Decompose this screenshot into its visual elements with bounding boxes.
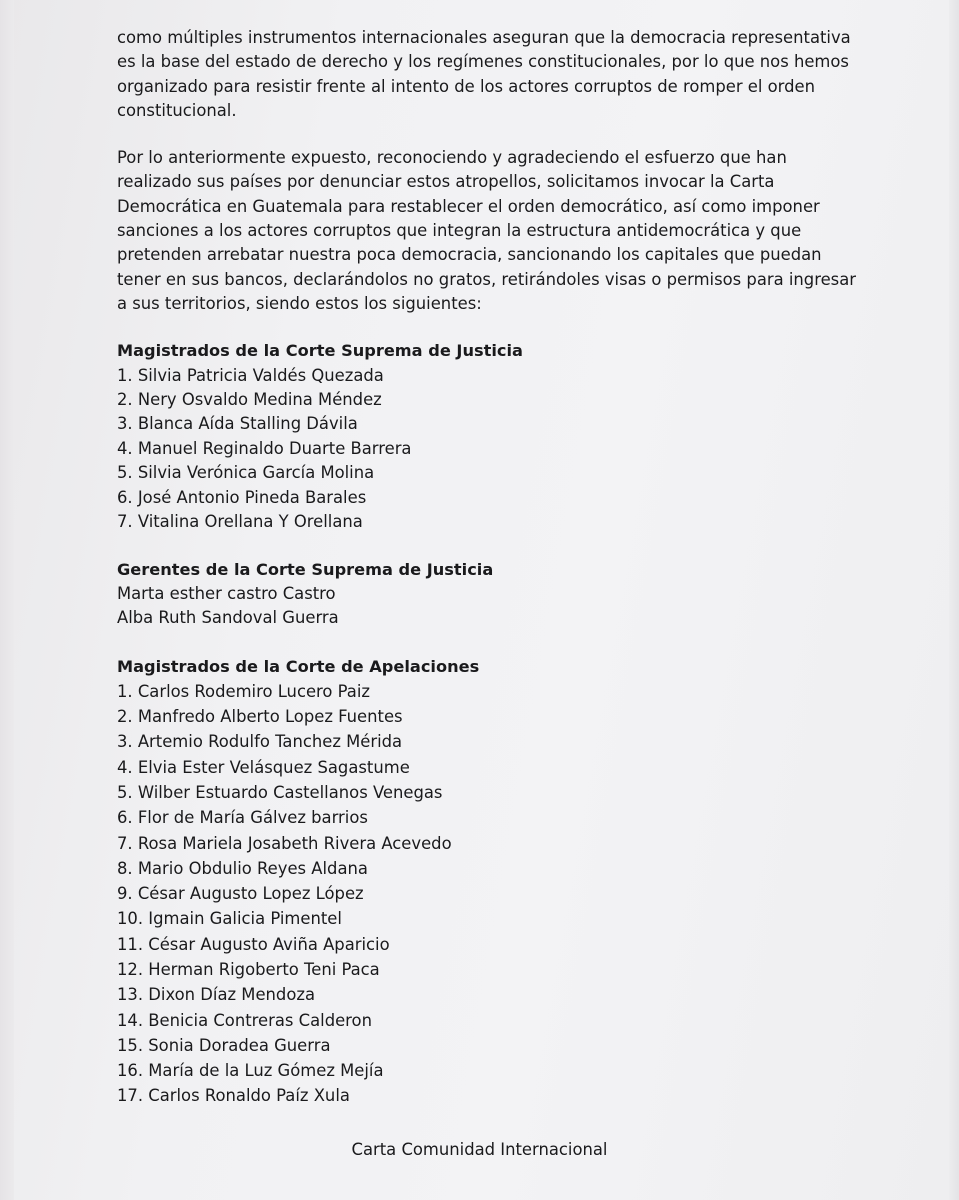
intro-paragraph: como múltiples instrumentos internacionales aseguran que la democracia representativa es la base del estado de derecho y los regímenes constitucionales, por lo que nos hemos organizado para resistir frente al intento de los actores corruptos de romper el orden constitucional. [117, 28, 851, 120]
name-list [117, 582, 857, 631]
list-item: 4. Manuel Reginaldo Duarte Barrera [117, 438, 412, 458]
request-paragraph: Por lo anteriormente expuesto, reconociendo y agradeciendo el esfuerzo que han realizado sus países por denunciar estos atropellos, solicitamos invocar la Carta Democrática en Guatemala para restablecer el orden democrático, así como imponer sanciones a los actores corruptos que integran la estructura antidemocrática y que pretenden arrebatar nuestra poca democracia, sancionando los capitales que puedan tener en sus bancos, declarándolos no gratos, retirándoles visas o permisos para ingresar a sus territorios, siendo estos los siguientes: [117, 148, 856, 313]
list-item: 10. Igmain Galicia Pimentel [117, 909, 342, 929]
list-item: 12. Herman Rigoberto Teni Paca [117, 960, 380, 979]
list-item: 2. Nery Osvaldo Medina Méndez [117, 390, 382, 410]
list-item: 13. Dixon Díaz Mendoza [117, 985, 315, 1005]
section-supreme-court-magistrates [117, 339, 857, 534]
list-item: 6. José Antonio Pineda Barales [117, 487, 367, 507]
list-item: Marta esther castro Castro [117, 583, 336, 603]
page-footer: Carta Comunidad Internacional [351, 1140, 608, 1159]
list-item: 6. Flor de María Gálvez barrios [117, 808, 368, 828]
list-item: 17. Carlos Ronaldo Paíz Xula [117, 1086, 350, 1106]
section-heading: Magistrados de la Corte de Apelaciones [117, 656, 480, 676]
list-item: 3. Artemio Rodulfo Tanchez Mérida [117, 732, 403, 752]
section-heading: Magistrados de la Corte Suprema de Justicia [117, 341, 523, 361]
list-item: 5. Silvia Verónica García Molina [117, 463, 375, 483]
section-supreme-court-managers [117, 558, 857, 631]
list-item: 4. Elvia Ester Velásquez Sagastume [117, 757, 410, 777]
name-list [117, 679, 857, 1109]
section-appeals-court-magistrates [117, 654, 857, 1109]
list-item: 11. César Augusto Aviña Aparicio [117, 934, 390, 954]
list-item: 1. Silvia Patricia Valdés Quezada [117, 365, 384, 385]
list-item: 14. Benicia Contreras Calderon [117, 1010, 372, 1030]
list-item: 7. Vitalina Orellana Y Orellana [117, 512, 363, 532]
list-item: 15. Sonia Doradea Guerra [117, 1035, 331, 1055]
list-item: 8. Mario Obdulio Reyes Aldana [117, 858, 368, 878]
list-item: 3. Blanca Aída Stalling Dávila [117, 414, 358, 434]
document-body [117, 26, 857, 1132]
list-item: 1. Carlos Rodemiro Lucero Paiz [117, 681, 371, 701]
section-heading: Gerentes de la Corte Suprema de Justicia [117, 559, 494, 579]
list-item: 5. Wilber Estuardo Castellanos Venegas [117, 782, 443, 802]
name-list [117, 364, 857, 535]
list-item: 2. Manfredo Alberto Lopez Fuentes [117, 707, 403, 727]
list-item: Alba Ruth Sandoval Guerra [117, 608, 339, 628]
list-item: 16. María de la Luz Gómez Mejía [117, 1061, 384, 1081]
list-item: 7. Rosa Mariela Josabeth Rivera Acevedo [117, 833, 452, 853]
list-item: 9. César Augusto Lopez López [117, 884, 364, 904]
